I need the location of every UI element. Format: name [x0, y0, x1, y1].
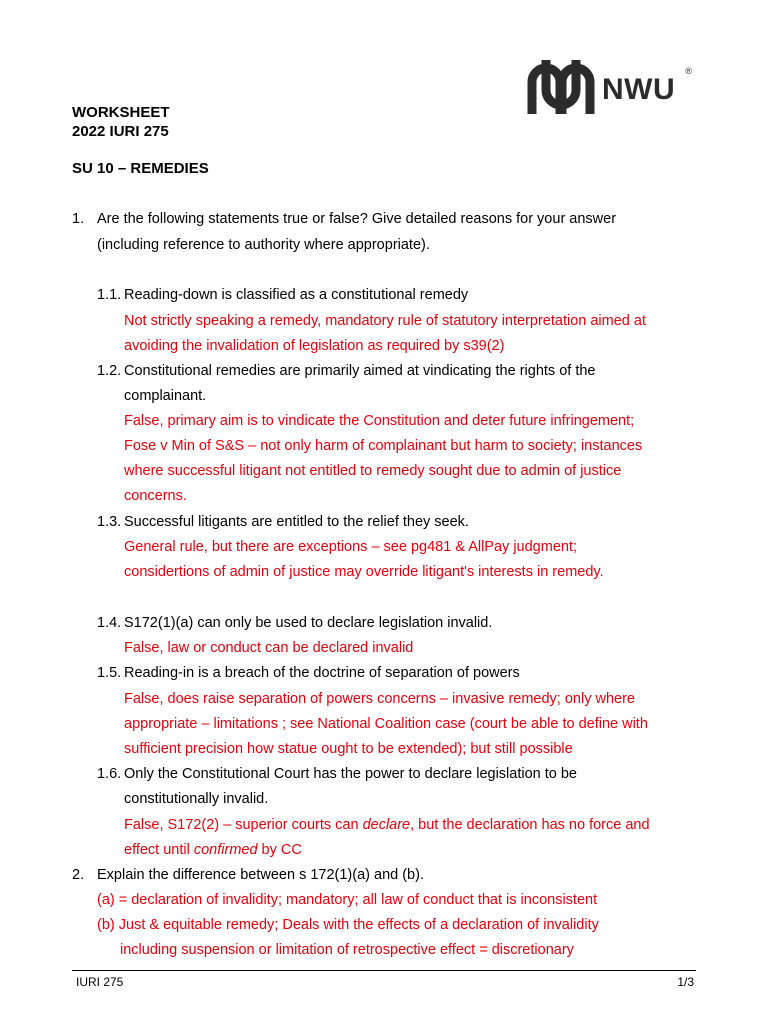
- question-number: 2.: [72, 867, 85, 883]
- item-1-2-answer: False, primary aim is to vindicate the Constitution and deter future infringement;: [124, 413, 635, 429]
- registered-mark: ®: [685, 66, 692, 76]
- item-number: 1.2.: [97, 363, 122, 379]
- question-1-text-cont: (including reference to authority where appropriate).: [97, 237, 430, 253]
- item-1-1-answer: Not strictly speaking a remedy, mandatory rule of statutory interpretation aimed at: [124, 313, 646, 329]
- item-number: 1.6.: [97, 766, 122, 782]
- item-1-2-answer-cont: where successful litigant not entitled to remedy sought due to admin of justice: [124, 463, 622, 479]
- nwu-emblem-icon: [526, 56, 596, 118]
- answer-text: False, S172(2) – superior courts can: [124, 817, 363, 833]
- item-1-3-answer: General rule, but there are exceptions – see pg481 & AllPay judgment;: [124, 539, 578, 555]
- item-1-6-question: Only the Constitutional Court has the power to declare legislation to be: [124, 766, 577, 782]
- item-1-6-question-cont: constitutionally invalid.: [124, 791, 269, 807]
- footer-divider: [72, 970, 696, 971]
- question-2-answer-cont: including suspension or limitation of retrospective effect = discretionary: [120, 942, 574, 958]
- item-1-2-answer-cont: Fose v Min of S&S – not only harm of complainant but harm to society; instances: [124, 438, 643, 454]
- item-number: 1.3.: [97, 514, 122, 530]
- question-2-text: Explain the difference between s 172(1)(a) and (b).: [97, 867, 424, 883]
- answer-emphasis: confirmed: [193, 842, 258, 858]
- item-number: 1.1.: [97, 287, 122, 303]
- item-1-2-answer-cont: concerns.: [124, 488, 187, 504]
- item-1-4-answer: False, law or conduct can be declared invalid: [124, 640, 414, 656]
- item-1-6-answer-cont: [124, 841, 302, 859]
- item-1-2-question-cont: complainant.: [124, 388, 207, 404]
- item-1-5-answer: False, does raise separation of powers concerns – invasive remedy; only where: [124, 691, 635, 707]
- item-1-5-question: Reading-in is a breach of the doctrine of separation of powers: [124, 665, 520, 681]
- answer-text: effect until: [124, 842, 194, 858]
- item-1-3-question: Successful litigants are entitled to the relief they seek.: [124, 514, 469, 530]
- answer-text: by CC: [257, 842, 302, 858]
- nwu-logo-text: NWU: [602, 73, 676, 106]
- item-number: 1.5.: [97, 665, 122, 681]
- item-1-3-answer-cont: considertions of admin of justice may override litigant's interests in remedy.: [124, 564, 604, 580]
- item-1-4-question: S172(1)(a) can only be used to declare legislation invalid.: [124, 615, 493, 631]
- answer-text: , but the declaration has no force and: [410, 817, 650, 833]
- question-2-answer-cont: (b) Just & equitable remedy; Deals with the effects of a declaration of invalidity: [97, 917, 599, 933]
- study-unit-title: SU 10 – REMEDIES: [72, 160, 209, 177]
- question-number: 1.: [72, 211, 85, 227]
- item-1-5-answer-cont: sufficient precision how statue ought to be extended); but still possible: [124, 741, 573, 757]
- worksheet-title: WORKSHEET: [72, 104, 170, 121]
- course-code: 2022 IURI 275: [72, 123, 169, 140]
- item-1-5-answer-cont: appropriate – limitations ; see National Coalition case (court be able to define with: [124, 716, 648, 732]
- item-1-1-answer-cont: avoiding the invalidation of legislation as required by s39(2): [124, 338, 505, 354]
- item-1-6-answer: [124, 816, 650, 834]
- answer-emphasis: declare: [362, 817, 411, 833]
- item-1-1-question: Reading-down is classified as a constitutional remedy: [124, 287, 469, 303]
- question-2-answer: (a) = declaration of invalidity; mandatory; all law of conduct that is inconsistent: [97, 892, 598, 908]
- nwu-logo: [526, 54, 696, 120]
- page-number: 1/3: [677, 975, 694, 989]
- item-number: 1.4.: [97, 615, 122, 631]
- item-1-2-question: Constitutional remedies are primarily aimed at vindicating the rights of the: [124, 363, 596, 379]
- footer-course: IURI 275: [76, 975, 124, 989]
- question-1-text: Are the following statements true or false? Give detailed reasons for your answer: [97, 211, 617, 227]
